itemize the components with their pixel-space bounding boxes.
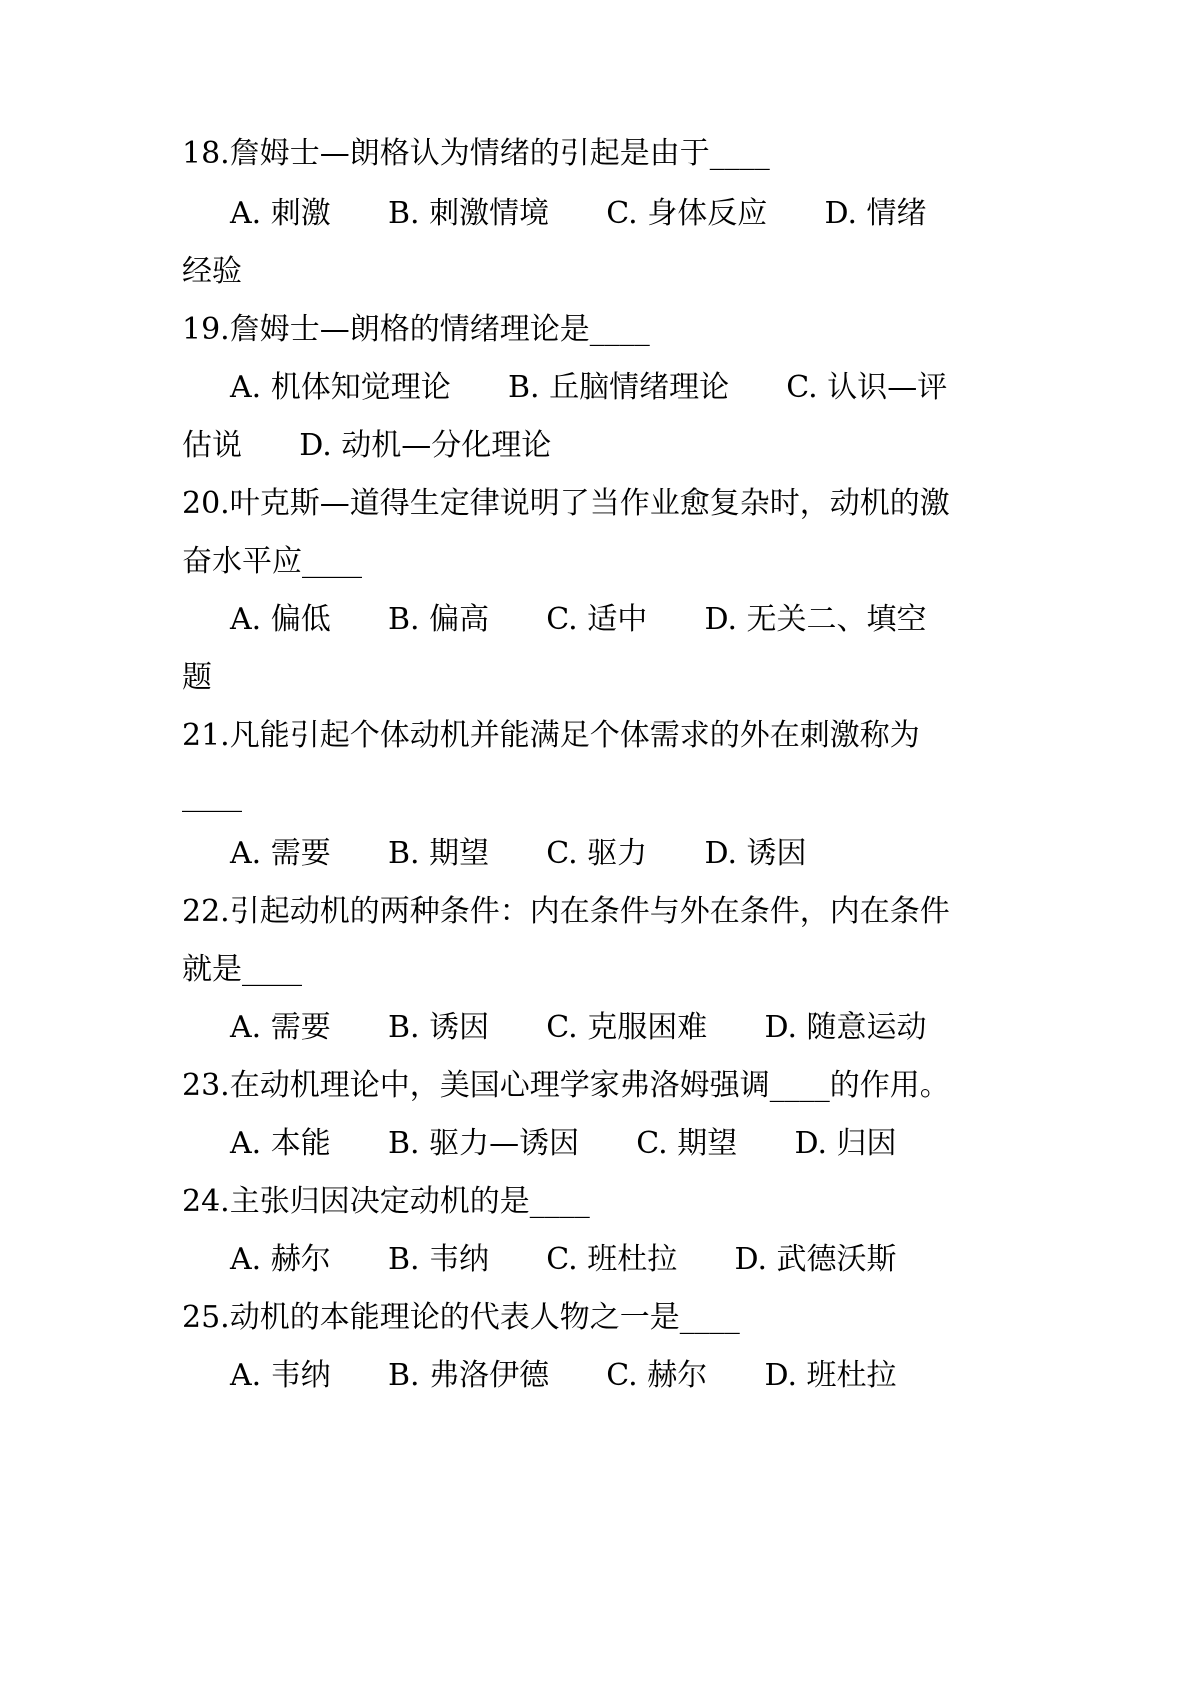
question-22-text: 22.引起动机的两种条件：内在条件与外在条件，内在条件 [182, 894, 950, 929]
question-19-options: A. 机体知觉理论 B. 丘脑情绪理论 C. 认识—评 [230, 370, 948, 405]
question-19-text: 19.詹姆士—朗格的情绪理论是____ [182, 312, 650, 347]
question-22-text-continued: 就是____ [182, 952, 302, 987]
question-20-options-continued: 题 [182, 660, 212, 695]
question-24-text: 24.主张归因决定动机的是____ [182, 1184, 590, 1219]
question-21-text-continued: ____ [182, 778, 242, 813]
question-25-options: A. 韦纳 B. 弗洛伊德 C. 赫尔 D. 班杜拉 [230, 1358, 897, 1393]
question-23-options: A. 本能 B. 驱力—诱因 C. 期望 D. 归因 [230, 1126, 897, 1161]
question-19-options-continued: 估说 D. 动机—分化理论 [182, 428, 552, 463]
question-18-text: 18.詹姆士—朗格认为情绪的引起是由于____ [182, 136, 770, 171]
question-25-text: 25.动机的本能理论的代表人物之一是____ [182, 1300, 740, 1335]
question-18-options: A. 刺激 B. 刺激情境 C. 身体反应 D. 情绪 [230, 196, 927, 231]
question-18-options-continued: 经验 [182, 254, 242, 289]
question-23-text: 23.在动机理论中，美国心理学家弗洛姆强调____的作用。 [182, 1068, 950, 1103]
question-21-options: A. 需要 B. 期望 C. 驱力 D. 诱因 [230, 836, 807, 871]
question-20-options: A. 偏低 B. 偏高 C. 适中 D. 无关二、填空 [230, 602, 927, 637]
question-20-text: 20.叶克斯—道得生定律说明了当作业愈复杂时，动机的激 [182, 486, 950, 521]
question-24-options: A. 赫尔 B. 韦纳 C. 班杜拉 D. 武德沃斯 [230, 1242, 897, 1277]
question-21-text: 21.凡能引起个体动机并能满足个体需求的外在刺激称为 [182, 718, 920, 753]
question-22-options: A. 需要 B. 诱因 C. 克服困难 D. 随意运动 [230, 1010, 927, 1045]
question-20-text-continued: 奋水平应____ [182, 544, 362, 579]
